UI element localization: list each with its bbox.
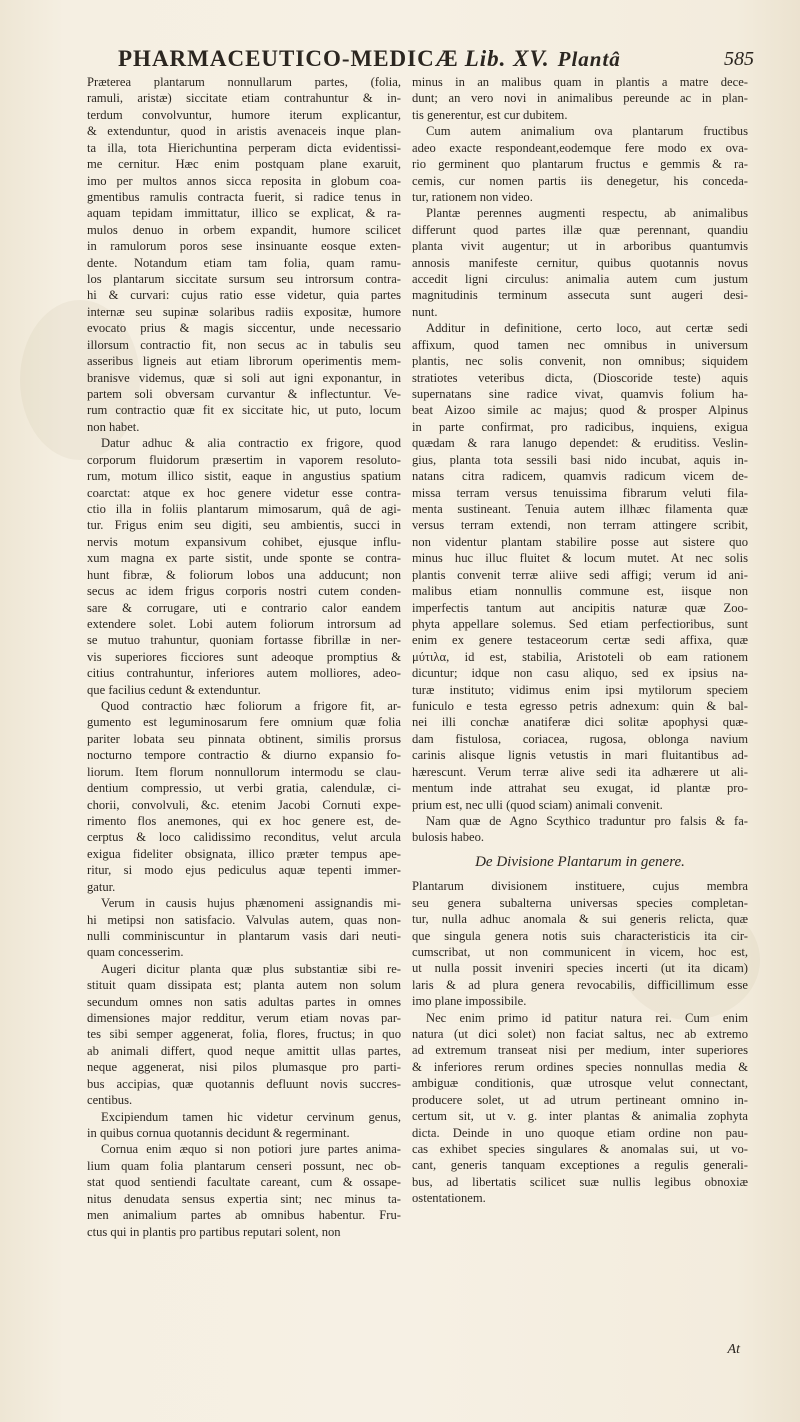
text-line: ta illa, tota Hierichuntina perperam dicta evidentissi- xyxy=(87,140,401,155)
text-line: rum, motum illico sistit, eaque in angustius spatium xyxy=(87,469,401,484)
section-heading: De Divisione Plantarum in genere. xyxy=(475,853,685,870)
text-line: gumento est leguminosarum fere omnium quæ folia xyxy=(87,715,401,730)
text-line: menta sustineant. Tenuia autem illhæc filamenta quæ xyxy=(412,501,748,516)
text-line: ritur, si modo ejus pediculus aquæ tepenti immer- xyxy=(87,863,401,878)
right-text-column xyxy=(412,74,748,1207)
text-line: me cernitur. Hæc enim postquam plane exaruit, xyxy=(87,157,401,172)
catchword: At xyxy=(727,1342,740,1357)
text-line: in quibus cornua quotannis decidunt & regerminant. xyxy=(87,1126,350,1140)
text-line: asseribus ligneis aut etiam librorum operimentis mem- xyxy=(87,354,401,369)
text-line: tur, nulla adhuc anomala & sui generis relicta, quæ xyxy=(412,912,748,927)
text-line: producere solet, ut ad utrum pertineant omnino in- xyxy=(412,1092,748,1107)
text-line: carinis alisque lignis vetustis in mari fluitantibus ad- xyxy=(412,748,748,763)
text-line: que singula genera notis suis characteristicis ita cir- xyxy=(412,928,748,943)
text-line: non videntur plantam stabilire posse aut sistere quo xyxy=(412,534,748,549)
text-line: nulli comminiscuntur in plantarum vasis dari neuti- xyxy=(87,928,401,943)
text-line: μύτιλα, id est, stabilia, Aristoteli ob eam rationem xyxy=(412,649,748,664)
text-line: branisve videmus, quæ si soli aut igni exponantur, in xyxy=(87,370,401,385)
text-line: bus accipias, quæ quotannis defluunt novis succres- xyxy=(87,1076,401,1091)
text-line: non habet. xyxy=(87,419,140,434)
text-line: tis generentur, est cur dubitem. xyxy=(412,107,568,122)
text-line: phyta appellare solemus. Sed etiam perfectioribus, sunt xyxy=(412,616,748,631)
text-line: Præterea plantarum nonnullarum partes, (folia, xyxy=(87,75,401,89)
text-line: liorum. Item florum nonnullorum intermodu se clau- xyxy=(87,764,401,779)
text-line: tur, rationem non video. xyxy=(412,189,533,204)
text-line: cerptus & loco calidissimo reconditus, velut arcula xyxy=(87,830,401,845)
text-line: enim ex genere testaceorum certæ sedi affixa, quæ xyxy=(412,633,748,648)
text-line: annosis manifeste cernitur, quibus quotannis novus xyxy=(412,255,748,270)
right-column-lower-text xyxy=(412,878,748,1206)
text-line: laris & ad plura genera revocabilis, difficillimum esse xyxy=(412,977,748,992)
text-line: & extenduntur, quod in aristis avenaceis inque plan- xyxy=(87,124,401,139)
text-line: nocturno tempore contractio & diurno expansio fo- xyxy=(87,748,401,763)
text-line: minus huc illuc fluitet & locum mutet. At nec solis xyxy=(412,551,748,566)
text-line: gius, planta tota sessili basi nido incubat, aquis in- xyxy=(412,452,748,467)
text-line: se mutuo trahuntur, quoniam fortasse fibrillæ in ner- xyxy=(87,633,401,648)
text-line: natans citra radicem, quamvis radicum vicem de- xyxy=(412,469,748,484)
running-title-text: PHARMACEUTICO-MEDICÆ xyxy=(118,46,459,71)
text-line: nunt. xyxy=(412,304,438,319)
text-line: hi & curvari: cujus ratio esse videtur, quia partes xyxy=(87,288,401,303)
text-line: gatur. xyxy=(87,879,116,894)
text-line: illorsum contractio fit, non secus ac in tabulis seu xyxy=(87,337,401,352)
text-line: quam concesserim. xyxy=(87,945,184,960)
text-line: ab animali differt, quod neque amittit ullas partes, xyxy=(87,1043,401,1058)
text-line: nitus denudata sensus expertia sint; nec minus ta- xyxy=(87,1191,401,1206)
text-line: xum magna ex parte sistit, unde sponte se contra- xyxy=(87,551,401,566)
text-line: dimensiones major redditur, verum etiam novas par- xyxy=(87,1011,401,1026)
page-header xyxy=(0,38,800,78)
text-line: secus ac idem frigus corporis nostri cutem conden- xyxy=(87,584,401,599)
text-line: Additur in definitione, certo loco, aut certæ sedi xyxy=(426,321,748,336)
text-line: cumscribat, ut non communicent in vicem, hoc est, xyxy=(412,944,748,959)
text-line: cemis, cur nomen partis iis denegetur, his conceda- xyxy=(412,173,748,188)
text-line: Excipiendum tamen hic videtur cervinum genus, xyxy=(101,1109,401,1124)
text-line: dam fistulosa, coriacea, rugosa, oblonga navium xyxy=(412,731,748,746)
text-line: rimento flos anemones, qui ex hoc genere est, de- xyxy=(87,813,401,828)
text-line: corporum fluidorum præsertim in vaporem resoluto- xyxy=(87,452,401,467)
text-line: tes sibi semper aggenerat, folia, flores, fructus; in quo xyxy=(87,1027,401,1042)
text-line: missa terram versus tenuissima fibrarum veluti fila- xyxy=(412,485,748,500)
text-line: stratiotes veteribus dicta, (Dioscoride teste) aquis xyxy=(412,370,748,385)
text-line: imo per multos annos sicca reposita in globum coa- xyxy=(87,173,401,188)
text-line: ambiguæ conditionis, quæ utrosque velut connectant, xyxy=(412,1076,748,1091)
text-line: dentium compressio, ut verbi gratia, calendulæ, ci- xyxy=(87,781,401,796)
text-line: plantis, nec solis convenit, non omnibus; siquidem xyxy=(412,354,748,369)
text-line: dunt; an vero novi in animalibus pereunde ac in plan- xyxy=(412,91,748,106)
text-line: minus in an malibus quam in plantis a matre dece- xyxy=(412,75,748,89)
text-line: chorii, convolvuli, &c. etenim Jacobi Cornuti expe- xyxy=(87,797,401,812)
right-column-upper-text xyxy=(412,74,748,846)
text-line: hunt fibræ, & foliorum lobos una adducunt; non xyxy=(87,567,401,582)
text-line: los plantarum siccitate sursum seu introrsum contra- xyxy=(87,272,401,287)
text-line: Verum in causis hujus phænomeni assignandis mi- xyxy=(101,896,401,911)
text-line: stat quod sentiendi facultate careant, cum & ossape- xyxy=(87,1175,401,1190)
text-line: pariter lobata seu pinnata obtinent, similis prorsus xyxy=(87,731,401,746)
text-line: gmentibus ramulis contracta fuerit, si radice tenus in xyxy=(87,189,401,204)
text-line: hærescunt. Verum terræ alive sedi ita adhærere ut ali- xyxy=(412,764,748,779)
text-line: in parte confirmat, pro radicibus, inquiens, exigua xyxy=(412,419,748,434)
text-line: citius contrahuntur, inferiores autem molliores, adeo- xyxy=(87,666,401,681)
text-line: nei illi conchæ anatiferæ dici solitæ apophysi quæ- xyxy=(412,715,748,730)
text-line: bus, ad libertatis scilicet suæ nullis legibus obnoxiæ xyxy=(412,1174,748,1189)
text-line: quædam & rara lanugo dependet: & eruditiss. Veslin- xyxy=(412,436,748,451)
text-line: Nam quæ de Agno Scythico traduntur pro falsis & fa- xyxy=(426,813,748,828)
text-line: que facilius cedunt & extenduntur. xyxy=(87,682,261,697)
text-line: prium est, nec ulli (quod sciam) animali convenit. xyxy=(412,797,663,812)
text-line: neque aggenerat, nisi pilos plumasque pro parti- xyxy=(87,1060,401,1075)
text-line: sare & corrugare, uti e contrario calor eandem xyxy=(87,600,401,615)
text-line: Augeri dicitur planta quæ plus substantiæ sibi re- xyxy=(101,961,401,976)
text-line: funiculo e testa egresso petris adnexum: quin & bal- xyxy=(412,699,748,714)
text-line: centibus. xyxy=(87,1093,133,1108)
text-line: cas exhibet species singulares & anomalas sui, ut vo- xyxy=(412,1142,748,1156)
text-line: stituit quam dissipata est; planta autem non solum xyxy=(87,978,401,993)
text-line: mentum inde attrahat seu exugat, id plantæ pro- xyxy=(412,781,748,796)
text-line: certum sit, ut v. g. inter plantas & animalia zophyta xyxy=(412,1109,748,1124)
text-line: natura (ut dici solet) non faciat saltus, nec ab extremo xyxy=(412,1027,748,1042)
text-line: malibus etiam nonnullis commune est, iisque non xyxy=(412,584,748,599)
text-line: plantis convenit terræ aliive sedi affigi; verum id ani- xyxy=(412,567,748,582)
text-line: cant, generis tanquam exceptiones a regulis generali- xyxy=(412,1158,748,1173)
text-line: bulosis habeo. xyxy=(412,830,485,845)
text-line: Cum autem animalium ova plantarum fructibus xyxy=(426,124,748,139)
text-line: imo plane impossibile. xyxy=(412,994,527,1009)
text-line: Plantarum divisionem instituere, cujus membra xyxy=(412,879,748,894)
text-line: aquam tepidam immittatur, illico se explicat, & ra- xyxy=(87,206,401,221)
text-line: imperfectis tantum aut ancipitis naturæ quæ Zoo- xyxy=(412,600,748,615)
text-line: rum contractio quæ fit ex siccitate hic, ut puto, locum xyxy=(87,403,401,418)
text-line: hi metipsi non satisfacio. Valvulas autem, quas non- xyxy=(87,912,401,927)
text-line: dicta. Deinde in uno quoque etiam ordine non pau- xyxy=(412,1125,748,1140)
text-line: partem soli obversam curvantur & inflectuntur. Ve- xyxy=(87,387,401,402)
text-line: coarctat: atque ex hoc genere videtur esse contra- xyxy=(87,485,401,500)
text-line: seu genera subalterna universas species completan- xyxy=(412,895,748,910)
text-line: differunt quod partes illæ quæ perennant, quandiu xyxy=(412,222,748,237)
text-line: Cornua enim æquo si non potiori jure partes anima- xyxy=(101,1142,401,1157)
text-line: lium quam folia plantarum censeri possunt, nec ob- xyxy=(87,1158,401,1173)
text-line: secundum omnes non satis adultas partes in omnes xyxy=(87,994,401,1009)
text-line: ut nulla possit inveniri species incerti (ut ita dicam) xyxy=(412,961,748,976)
text-line: Datur adhuc & alia contractio ex frigore, quod xyxy=(101,436,401,451)
text-line: turæ instituto; vidimus enim ipsi mytilorum speciem xyxy=(412,682,748,697)
text-line: supernatans sine radice vivat, quamvis folium ha- xyxy=(412,387,748,402)
text-line: affixum, quod tamen nec omnibus in universum xyxy=(412,337,748,352)
text-line: in ramulorum poros sese insinuante eosque exten- xyxy=(87,239,401,254)
book-reference: Lib. XV. xyxy=(464,46,550,71)
text-line: men animalium partes ab omnibus habentur. Fru- xyxy=(87,1208,401,1223)
text-line: versus terram extendi, non terram attingere scribit, xyxy=(412,518,748,533)
text-line: internæ seu supinæ solaribus radiis expositæ, humore xyxy=(87,304,401,319)
text-line: dicuntur; idque non casu aliquo, sed ex ipsius na- xyxy=(412,666,748,681)
text-line: terdum convolvuntur, humore iterum explicantur, xyxy=(87,107,401,122)
text-line: & inferiores rerum ordines species nonnullas media & xyxy=(412,1059,748,1074)
text-line: ramuli, aristæ) siccitate etiam contrahuntur & in- xyxy=(87,91,401,106)
text-line: rio germinent quo plantarum fructus e gemmis & ra- xyxy=(412,157,748,172)
text-line: planta vivit augentur; ut in arboribus quantumvis xyxy=(412,239,748,254)
left-text-column xyxy=(87,74,401,1240)
text-line: Plantæ perennes augmenti respectu, ab animalibus xyxy=(426,206,748,221)
text-line: ctio illa in foliis plantarum mimosarum, quâ de agi- xyxy=(87,501,401,516)
text-line: nervis motum expansivum cohibet, ejusque influ- xyxy=(87,534,401,549)
running-title xyxy=(118,46,621,72)
text-line: vis superiores ficciores sunt adeoque promptius & xyxy=(87,649,401,664)
page-number: 585 xyxy=(724,48,754,70)
text-line: tur. Frigus enim seu digiti, seu ambientis, succi in xyxy=(87,518,401,533)
text-line: dente. Notandum etiam tam folia, quam ramu- xyxy=(87,255,401,270)
text-line: ctus qui in plantis pro partibus reputari solent, non xyxy=(87,1224,341,1239)
text-line: evocato prius & magis siccentur, unde necessario xyxy=(87,321,401,336)
text-line: extendere solet. Lobi autem foliorum introrsum ad xyxy=(87,616,401,631)
text-line: Nec enim primo id patitur natura rei. Cum enim xyxy=(426,1010,748,1025)
text-line: ostentationem. xyxy=(412,1191,486,1206)
text-line: adeo exacte respondeant,eodemque fere modo ex ova- xyxy=(412,140,748,155)
running-topic: Plantâ xyxy=(557,47,621,71)
text-line: magnitudinis terminum assecuta sunt augeri desi- xyxy=(412,288,748,303)
text-line: Quod contractio hæc foliorum a frigore fit, ar- xyxy=(101,699,401,714)
text-line: ad extremum transeat nisi per medium, inter superiores xyxy=(412,1043,748,1058)
text-line: beat Aizoo simile ac majus; quod & prosper Alpinus xyxy=(412,403,748,418)
text-line: accedit ligni circulus: animalia autem cum justum xyxy=(412,272,748,287)
text-line: mulos denuo in orbem expandit, humore scilicet xyxy=(87,222,401,237)
text-line: exigua fideliter obsignata, illico præter tempus ape- xyxy=(87,846,401,861)
